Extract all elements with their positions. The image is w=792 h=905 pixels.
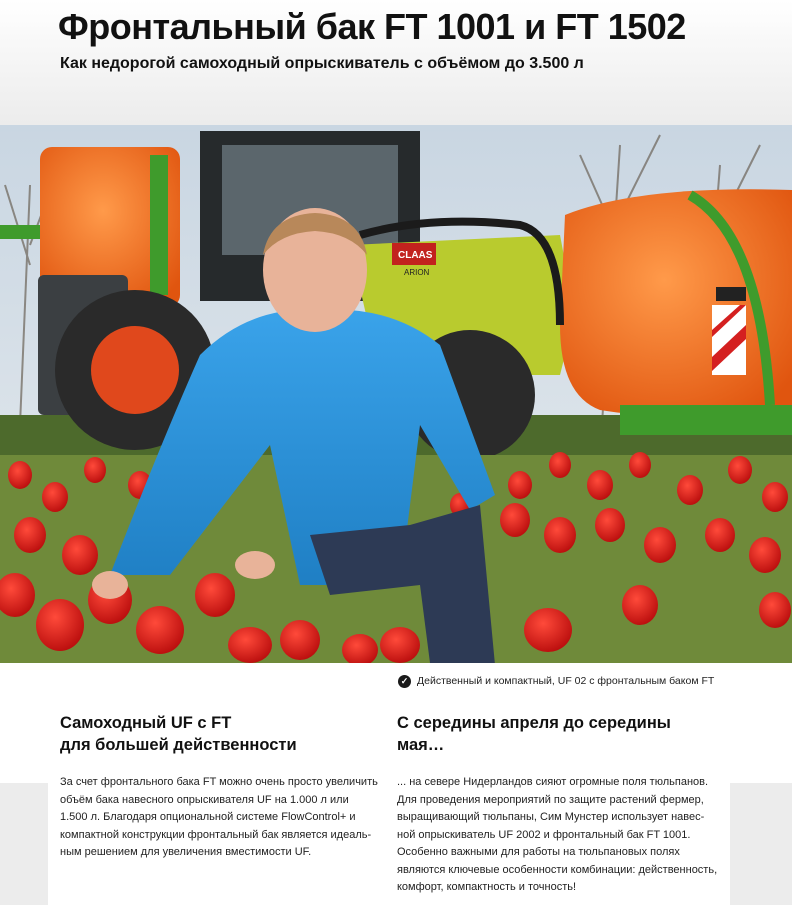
- right-heading-line-2: мая…: [397, 736, 445, 754]
- page-title: Фронтальный бак FT 1001 и FT 1502: [58, 6, 686, 47]
- right-heading-line-1: С середины апреля до середины: [397, 714, 671, 732]
- caption-text: Действенный и компактный, UF 02 с фронтальным баком FT: [417, 675, 715, 687]
- tractor-model-label: ARION: [404, 268, 430, 277]
- right-column-body: ... на севере Нидерландов сияют огромные поля тюльпанов. Для проведения мероприятий по защите растений фермер, выращивающий тюльпаны, Сим Мунстер использует навес- ной опрыскиватель UF 2002 и фронтальный бак FT 1001. Особенно важными для работы на тюльпановых полях являются ключевые особенности комбинации: действенность, комфорт, компактность и точность!: [397, 776, 718, 893]
- tractor-brand-label: CLAAS: [398, 250, 433, 261]
- left-column-body: За счет фронтального бака FT можно очень просто увеличить объём бака навесного опрыскивателя UF на 1.000 л или 1.500 л. Благодаря опциональной системе FlowControl+ и компактной конструкции фронтальный бак является идеаль- ным решением для увеличения вместимости UF.: [60, 776, 378, 858]
- check-circle-icon: ✓: [398, 675, 411, 688]
- left-heading-line-2: для большей действенности: [60, 736, 297, 754]
- left-column-heading: [60, 712, 390, 756]
- right-column-heading: [397, 712, 727, 756]
- left-heading-line-1: Самоходный UF с FT: [60, 714, 232, 732]
- right-column: [397, 712, 727, 897]
- grey-band-left: [0, 783, 48, 905]
- page-subtitle: Как недорогой самоходный опрыскиватель с объёмом до 3.500 л: [60, 55, 584, 72]
- left-column: [60, 712, 390, 862]
- photo-caption: [398, 672, 714, 690]
- page-header: [0, 0, 792, 125]
- grey-band-right: [730, 783, 792, 905]
- photo-tractor-tulips: [0, 125, 792, 663]
